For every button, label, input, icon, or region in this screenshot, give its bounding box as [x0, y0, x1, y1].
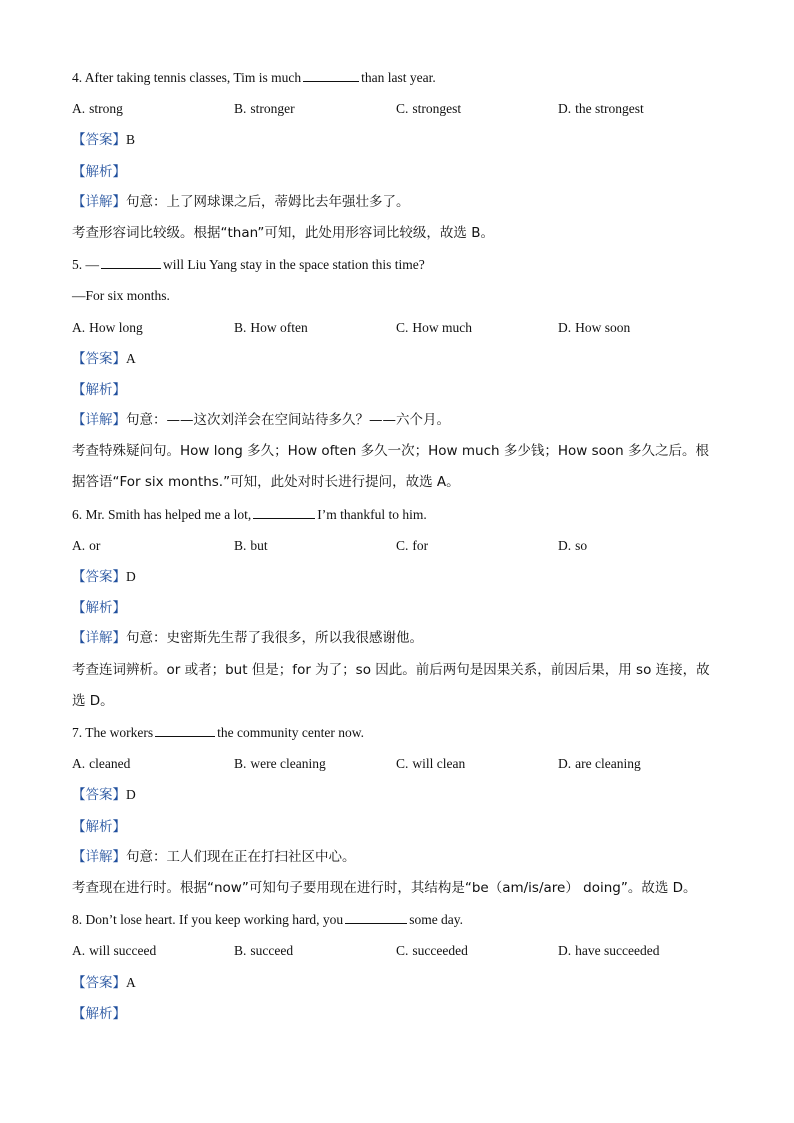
- question-6-stem: 6. Mr. Smith has helped me a lot, I’m thankful to him.: [72, 506, 427, 522]
- question-4-explanation: 考查形容词比较级。根据“than”可知，此处用形容词比较级，故选 B。: [72, 224, 494, 241]
- question-5-stem: 5. — will Liu Yang stay in the space station this time?: [72, 257, 425, 273]
- question-4-detail: [72, 187, 722, 218]
- option-c: C. will clean: [396, 756, 466, 772]
- question-4-answer: [72, 124, 722, 155]
- question-4-analysis: [72, 156, 722, 187]
- option-d: D. have succeeded: [558, 943, 660, 959]
- option-a: A. cleaned: [72, 756, 131, 772]
- question-5-detail: 【详解】句意：——这次刘洋会在空间站待多久？——六个月。: [72, 412, 450, 429]
- question-6-options: [72, 530, 722, 561]
- question-6-explanation: 考查连词辨析。or 或者；but 但是；for 为了；so 因此。前后两句是因果关系，前因后果，用 so 连接，故选 D。: [72, 661, 710, 709]
- answer-label: 【答案】: [72, 132, 126, 149]
- answer-blank: [101, 255, 161, 269]
- option-a: A. or: [72, 537, 101, 553]
- question-8-analysis: 【解析】: [72, 1005, 126, 1022]
- question-8-options: [72, 935, 722, 966]
- option-b: B. stronger: [234, 101, 295, 117]
- analysis-label: 【解析】: [72, 163, 126, 180]
- option-b: B. but: [234, 537, 268, 553]
- option-a: A. strong: [72, 101, 123, 117]
- answer-value: B: [126, 132, 136, 148]
- option-b: B. succeed: [234, 943, 294, 959]
- detail-label: 【详解】: [72, 193, 126, 210]
- option-a: A. will succeed: [72, 943, 157, 959]
- question-7-analysis: 【解析】: [72, 818, 126, 835]
- question-7-explanation: 考查现在进行时。根据“now”可知句子要用现在进行时，其结构是“be（am/is/are） doing”。故选 D。: [72, 879, 697, 896]
- question-5-options: [72, 312, 722, 343]
- option-b: B. were cleaning: [234, 756, 326, 772]
- option-c: C. succeeded: [396, 943, 468, 959]
- question-7-detail: 【详解】句意：工人们现在正在打扫社区中心。: [72, 848, 356, 865]
- answer-blank: [155, 723, 215, 737]
- question-4-options: [72, 93, 722, 124]
- option-d: D. so: [558, 537, 588, 553]
- option-d: D. are cleaning: [558, 756, 641, 772]
- question-8-answer: 【答案】A: [72, 974, 136, 991]
- question-4-stem-before: 4. After taking tennis classes, Tim is much: [72, 70, 302, 85]
- option-c: C. for: [396, 537, 429, 553]
- question-6-analysis: 【解析】: [72, 600, 126, 617]
- question-4-stem-after: than last year.: [361, 70, 436, 85]
- question-6-answer: 【答案】D: [72, 569, 136, 586]
- question-7-answer: 【答案】D: [72, 787, 136, 804]
- option-b: B. How often: [234, 319, 308, 335]
- question-7-options: [72, 748, 722, 779]
- option-c: C. strongest: [396, 101, 462, 117]
- document-page: [72, 62, 722, 1029]
- question-5-reply: —For six months.: [72, 288, 170, 304]
- option-d: D. How soon: [558, 319, 631, 335]
- question-4-stem: [72, 62, 722, 93]
- question-5-analysis: 【解析】: [72, 381, 126, 398]
- question-7-stem: 7. The workers the community center now.: [72, 725, 364, 740]
- question-5-answer: 【答案】A: [72, 350, 136, 367]
- option-a: A. How long: [72, 319, 143, 335]
- answer-blank: [253, 505, 315, 519]
- detail-meaning: 句意：上了网球课之后，蒂姆比去年强壮多了。: [126, 193, 410, 210]
- option-d: D. the strongest: [558, 101, 644, 117]
- question-5-explanation: 考查特殊疑问句。How long 多久；How often 多久一次；How much 多少钱；How soon 多久之后。根据答语“For six months.”可知，此处对时长进行提问，故选 A。: [72, 443, 709, 491]
- option-c: C. How much: [396, 319, 473, 335]
- question-6-detail: 【详解】句意：史密斯先生帮了我很多，所以我很感谢他。: [72, 630, 423, 647]
- answer-blank: [345, 910, 407, 924]
- answer-blank: [303, 68, 359, 82]
- question-8-stem: 8. Don’t lose heart. If you keep working hard, you some day.: [72, 912, 464, 928]
